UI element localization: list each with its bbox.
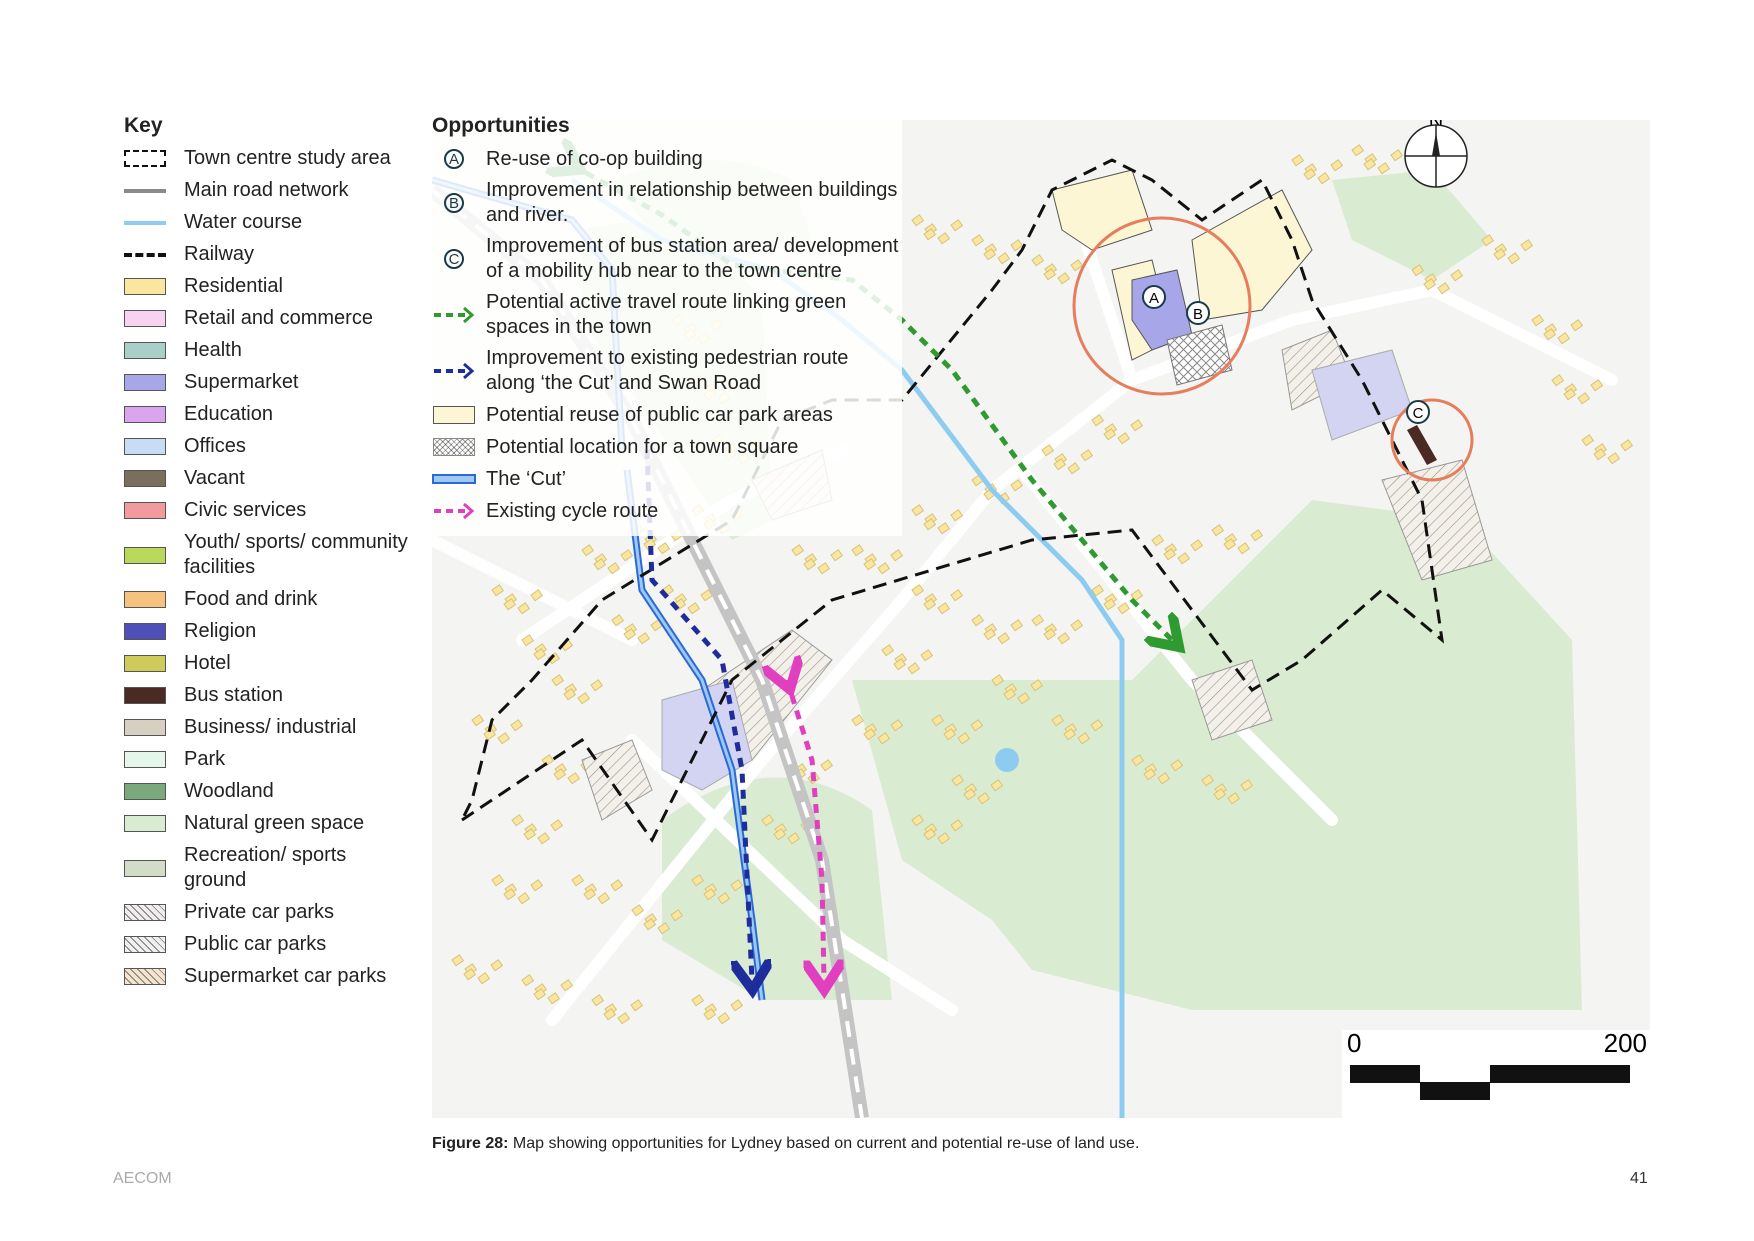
opportunity-label: Potential reuse of public car park areas	[486, 403, 833, 426]
key-swatch	[124, 438, 166, 455]
key-label: Bus station	[184, 684, 283, 706]
key-label: Private car parks	[184, 901, 335, 923]
key-label: Youth/ sports/ community facilities	[184, 531, 408, 578]
svg-text:A: A	[1148, 290, 1160, 307]
key-item	[124, 274, 414, 299]
opportunity-item	[432, 290, 902, 340]
opportunity-item	[432, 498, 902, 524]
key-swatch	[124, 221, 166, 225]
opportunity-symbol	[432, 190, 476, 216]
key-label: Public car parks	[184, 933, 327, 955]
caption-label: Figure 28:	[432, 1135, 509, 1152]
key-item	[124, 683, 414, 708]
opportunity-symbol	[432, 302, 476, 328]
key-swatch	[124, 815, 166, 832]
key-swatch	[124, 150, 166, 167]
key-swatch	[124, 783, 166, 800]
key-item	[124, 811, 414, 836]
opportunity-label: Potential location for a town square	[486, 435, 799, 458]
key-swatch	[124, 719, 166, 736]
key-label: Town centre study area	[184, 147, 391, 169]
opportunity-symbol	[432, 434, 476, 460]
key-label: Main road network	[184, 179, 349, 201]
scale-bar	[1342, 1028, 1650, 1118]
key-label: Railway	[184, 243, 255, 265]
key-item	[124, 146, 414, 171]
key-item	[124, 466, 414, 491]
opportunity-symbol	[432, 402, 476, 428]
opportunity-symbol	[432, 146, 476, 172]
key-item	[124, 587, 414, 612]
key-label: Vacant	[184, 467, 245, 489]
opportunity-label: The ‘Cut’	[486, 467, 567, 490]
key-swatch	[124, 904, 166, 921]
key-swatch	[124, 310, 166, 327]
footer-brand: AECOM	[113, 1170, 172, 1187]
opportunity-item	[432, 234, 902, 284]
key-item	[124, 530, 414, 580]
key-item	[124, 779, 414, 804]
opportunities-list	[432, 146, 902, 524]
svg-text:B: B	[1192, 306, 1204, 323]
svg-text:C: C	[1412, 405, 1424, 422]
opportunities-title: Opportunities	[432, 114, 570, 137]
key-swatch	[124, 968, 166, 985]
opportunity-item	[432, 466, 902, 492]
map-key	[124, 114, 414, 996]
opportunity-symbol	[432, 466, 476, 492]
key-swatch	[124, 655, 166, 672]
key-swatch	[124, 751, 166, 768]
opportunity-symbol	[432, 358, 476, 384]
key-item	[124, 747, 414, 772]
opportunity-marker: C	[444, 249, 464, 269]
key-item	[124, 242, 414, 267]
key-swatch	[124, 253, 166, 257]
key-label: Civic services	[184, 499, 307, 521]
key-swatch	[124, 502, 166, 519]
opportunity-label: Improvement to existing pedestrian route along ‘the Cut’ and Swan Road	[486, 347, 849, 394]
key-label: Health	[184, 339, 242, 361]
key-swatch	[124, 278, 166, 295]
key-swatch	[124, 547, 166, 564]
key-swatch	[124, 470, 166, 487]
key-item	[124, 651, 414, 676]
key-label: Water course	[184, 211, 303, 233]
opportunity-label: Existing cycle route	[486, 499, 659, 522]
key-label: Natural green space	[184, 812, 365, 834]
key-item	[124, 402, 414, 427]
marker-b	[1187, 302, 1209, 324]
opportunity-label: Re-use of co-op building	[486, 147, 703, 170]
svg-text:200: 200	[1603, 1028, 1647, 1058]
opportunity-marker: A	[444, 149, 464, 169]
key-item	[124, 338, 414, 363]
key-swatch	[124, 374, 166, 391]
key-item	[124, 964, 414, 989]
page-number: 41	[1630, 1170, 1648, 1187]
key-label: Woodland	[184, 780, 274, 802]
opportunity-label: Potential active travel route linking green spaces in the town	[486, 291, 847, 338]
key-swatch	[124, 860, 166, 877]
key-item	[124, 178, 414, 203]
key-swatch	[124, 687, 166, 704]
key-item	[124, 370, 414, 395]
key-title: Key	[124, 114, 163, 137]
key-item	[124, 715, 414, 740]
key-item	[124, 619, 414, 644]
key-label: Offices	[184, 435, 246, 457]
marker-a	[1143, 286, 1165, 308]
key-label: Education	[184, 403, 273, 425]
opportunity-symbol	[432, 246, 476, 272]
opportunity-item	[432, 178, 902, 228]
marker-c	[1407, 401, 1429, 423]
key-swatch	[124, 406, 166, 423]
figure-caption	[432, 1135, 1139, 1153]
opportunity-symbol	[432, 498, 476, 524]
key-label: Park	[184, 748, 226, 770]
pond	[995, 748, 1019, 772]
opportunity-label: Improvement of bus station area/ development of a mobility hub near to the town centre	[486, 235, 899, 282]
key-item	[124, 306, 414, 331]
key-item	[124, 900, 414, 925]
key-swatch	[124, 936, 166, 953]
key-label: Hotel	[184, 652, 231, 674]
opportunity-marker: B	[444, 193, 464, 213]
opportunity-label: Improvement in relationship between buildings and river.	[486, 179, 898, 226]
key-list	[124, 146, 414, 989]
key-label: Residential	[184, 275, 283, 297]
key-label: Supermarket car parks	[184, 965, 387, 987]
key-label: Supermarket	[184, 371, 299, 393]
key-item	[124, 843, 414, 893]
opportunity-item	[432, 146, 902, 172]
opportunity-item	[432, 346, 902, 396]
key-item	[124, 498, 414, 523]
svg-text:0: 0	[1347, 1028, 1362, 1058]
key-swatch	[124, 342, 166, 359]
key-swatch	[124, 189, 166, 193]
caption-text: Map showing opportunities for Lydney based on current and potential re-use of land use.	[508, 1135, 1140, 1152]
opportunities-legend	[432, 114, 902, 536]
key-label: Recreation/ sports ground	[184, 844, 347, 891]
key-label: Food and drink	[184, 588, 318, 610]
opportunity-item	[432, 402, 902, 428]
key-label: Retail and commerce	[184, 307, 373, 329]
opportunity-item	[432, 434, 902, 460]
key-item	[124, 932, 414, 957]
key-label: Business/ industrial	[184, 716, 357, 738]
key-swatch	[124, 623, 166, 640]
key-label: Religion	[184, 620, 257, 642]
key-item	[124, 434, 414, 459]
key-swatch	[124, 591, 166, 608]
key-item	[124, 210, 414, 235]
